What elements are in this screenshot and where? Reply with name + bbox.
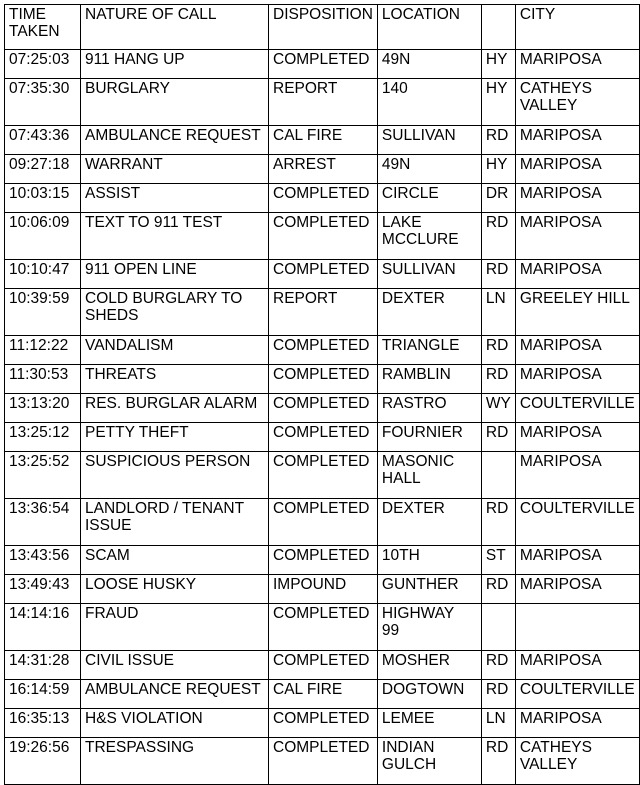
city-cell: MARIPOSA: [515, 260, 639, 289]
time-cell: 11:30:53: [5, 365, 81, 394]
street-type-cell: RD: [481, 423, 515, 452]
street-type-cell: RD: [481, 738, 515, 785]
street-type-cell: RD: [481, 575, 515, 604]
street-type-cell: RD: [481, 680, 515, 709]
street-type-cell: RD: [481, 260, 515, 289]
nature-cell: CIVIL ISSUE: [81, 651, 269, 680]
street-type-cell: HY: [481, 50, 515, 79]
table-row: [5, 680, 640, 709]
header-disposition: DISPOSITION: [269, 5, 378, 50]
location-cell: LAKE MCCLURE: [377, 213, 481, 260]
header-city: CITY: [515, 5, 639, 50]
nature-cell: SUSPICIOUS PERSON: [81, 452, 269, 499]
time-cell: 10:10:47: [5, 260, 81, 289]
table-row: [5, 260, 640, 289]
location-cell: MASONIC HALL: [377, 452, 481, 499]
city-cell: [515, 604, 639, 651]
street-type-cell: [481, 452, 515, 499]
table-row: [5, 79, 640, 126]
location-cell: MOSHER: [377, 651, 481, 680]
table-row: [5, 155, 640, 184]
city-cell: MARIPOSA: [515, 126, 639, 155]
table-row: [5, 184, 640, 213]
street-type-cell: ST: [481, 546, 515, 575]
table-row: [5, 651, 640, 680]
header-location: LOCATION: [377, 5, 481, 50]
table-row: [5, 126, 640, 155]
disposition-cell: COMPLETED: [269, 260, 378, 289]
disposition-cell: COMPLETED: [269, 651, 378, 680]
location-cell: DOGTOWN: [377, 680, 481, 709]
table-row: [5, 336, 640, 365]
disposition-cell: COMPLETED: [269, 499, 378, 546]
nature-cell: FRAUD: [81, 604, 269, 651]
nature-cell: RES. BURGLAR ALARM: [81, 394, 269, 423]
table-row: [5, 738, 640, 785]
street-type-cell: HY: [481, 79, 515, 126]
city-cell: MARIPOSA: [515, 336, 639, 365]
nature-cell: SCAM: [81, 546, 269, 575]
table-row: [5, 213, 640, 260]
location-cell: 49N: [377, 155, 481, 184]
city-cell: CATHEYS VALLEY: [515, 738, 639, 785]
street-type-cell: DR: [481, 184, 515, 213]
disposition-cell: COMPLETED: [269, 452, 378, 499]
disposition-cell: IMPOUND: [269, 575, 378, 604]
location-cell: 140: [377, 79, 481, 126]
street-type-cell: RD: [481, 651, 515, 680]
time-cell: 19:26:56: [5, 738, 81, 785]
header-nature-of-call: NATURE OF CALL: [81, 5, 269, 50]
disposition-cell: COMPLETED: [269, 394, 378, 423]
time-cell: 10:06:09: [5, 213, 81, 260]
city-cell: MARIPOSA: [515, 155, 639, 184]
nature-cell: AMBULANCE REQUEST: [81, 126, 269, 155]
street-type-cell: [481, 604, 515, 651]
location-cell: DEXTER: [377, 289, 481, 336]
table-row: [5, 709, 640, 738]
street-type-cell: LN: [481, 709, 515, 738]
street-type-cell: RD: [481, 336, 515, 365]
disposition-cell: COMPLETED: [269, 423, 378, 452]
location-cell: HIGHWAY 99: [377, 604, 481, 651]
nature-cell: THREATS: [81, 365, 269, 394]
location-cell: RAMBLIN: [377, 365, 481, 394]
city-cell: MARIPOSA: [515, 184, 639, 213]
nature-cell: H&S VIOLATION: [81, 709, 269, 738]
time-cell: 13:36:54: [5, 499, 81, 546]
table-row: [5, 499, 640, 546]
time-cell: 13:25:12: [5, 423, 81, 452]
location-cell: LEMEE: [377, 709, 481, 738]
disposition-cell: COMPLETED: [269, 50, 378, 79]
table-row: [5, 50, 640, 79]
table-row: [5, 575, 640, 604]
city-cell: GREELEY HILL: [515, 289, 639, 336]
header-row: [5, 5, 640, 50]
street-type-cell: RD: [481, 126, 515, 155]
nature-cell: WARRANT: [81, 155, 269, 184]
time-cell: 13:25:52: [5, 452, 81, 499]
location-cell: GUNTHER: [377, 575, 481, 604]
time-cell: 07:43:36: [5, 126, 81, 155]
nature-cell: 911 HANG UP: [81, 50, 269, 79]
disposition-cell: CAL FIRE: [269, 680, 378, 709]
nature-cell: TEXT TO 911 TEST: [81, 213, 269, 260]
nature-cell: LOOSE HUSKY: [81, 575, 269, 604]
table-row: [5, 546, 640, 575]
time-cell: 11:12:22: [5, 336, 81, 365]
time-cell: 10:39:59: [5, 289, 81, 336]
nature-cell: VANDALISM: [81, 336, 269, 365]
city-cell: MARIPOSA: [515, 546, 639, 575]
disposition-cell: COMPLETED: [269, 546, 378, 575]
street-type-cell: HY: [481, 155, 515, 184]
disposition-cell: ARREST: [269, 155, 378, 184]
nature-cell: 911 OPEN LINE: [81, 260, 269, 289]
table-row: [5, 604, 640, 651]
street-type-cell: LN: [481, 289, 515, 336]
city-cell: MARIPOSA: [515, 213, 639, 260]
table-row: [5, 289, 640, 336]
table-row: [5, 365, 640, 394]
location-cell: TRIANGLE: [377, 336, 481, 365]
city-cell: MARIPOSA: [515, 423, 639, 452]
time-cell: 07:25:03: [5, 50, 81, 79]
nature-cell: LANDLORD / TENANT ISSUE: [81, 499, 269, 546]
location-cell: 49N: [377, 50, 481, 79]
disposition-cell: COMPLETED: [269, 709, 378, 738]
location-cell: RASTRO: [377, 394, 481, 423]
location-cell: 10TH: [377, 546, 481, 575]
location-cell: INDIAN GULCH: [377, 738, 481, 785]
time-cell: 16:35:13: [5, 709, 81, 738]
city-cell: MARIPOSA: [515, 365, 639, 394]
nature-cell: TRESPASSING: [81, 738, 269, 785]
nature-cell: COLD BURGLARY TO SHEDS: [81, 289, 269, 336]
city-cell: COULTERVILLE: [515, 394, 639, 423]
nature-cell: AMBULANCE REQUEST: [81, 680, 269, 709]
disposition-cell: REPORT: [269, 79, 378, 126]
header-time-taken: TIME TAKEN: [5, 5, 81, 50]
nature-cell: PETTY THEFT: [81, 423, 269, 452]
disposition-cell: COMPLETED: [269, 604, 378, 651]
city-cell: COULTERVILLE: [515, 680, 639, 709]
street-type-cell: RD: [481, 213, 515, 260]
location-cell: SULLIVAN: [377, 260, 481, 289]
disposition-cell: CAL FIRE: [269, 126, 378, 155]
table-row: [5, 423, 640, 452]
location-cell: CIRCLE: [377, 184, 481, 213]
header-street-type: [481, 5, 515, 50]
street-type-cell: RD: [481, 499, 515, 546]
disposition-cell: COMPLETED: [269, 365, 378, 394]
time-cell: 13:13:20: [5, 394, 81, 423]
city-cell: CATHEYS VALLEY: [515, 79, 639, 126]
location-cell: DEXTER: [377, 499, 481, 546]
nature-cell: ASSIST: [81, 184, 269, 213]
city-cell: MARIPOSA: [515, 50, 639, 79]
time-cell: 10:03:15: [5, 184, 81, 213]
table-row: [5, 394, 640, 423]
location-cell: FOURNIER: [377, 423, 481, 452]
time-cell: 14:31:28: [5, 651, 81, 680]
time-cell: 09:27:18: [5, 155, 81, 184]
call-log-table: [4, 4, 640, 785]
time-cell: 13:49:43: [5, 575, 81, 604]
disposition-cell: COMPLETED: [269, 184, 378, 213]
time-cell: 14:14:16: [5, 604, 81, 651]
nature-cell: BURGLARY: [81, 79, 269, 126]
street-type-cell: RD: [481, 365, 515, 394]
city-cell: COULTERVILLE: [515, 499, 639, 546]
time-cell: 16:14:59: [5, 680, 81, 709]
table-row: [5, 452, 640, 499]
city-cell: MARIPOSA: [515, 651, 639, 680]
street-type-cell: WY: [481, 394, 515, 423]
disposition-cell: COMPLETED: [269, 738, 378, 785]
time-cell: 07:35:30: [5, 79, 81, 126]
disposition-cell: COMPLETED: [269, 336, 378, 365]
disposition-cell: COMPLETED: [269, 213, 378, 260]
time-cell: 13:43:56: [5, 546, 81, 575]
city-cell: MARIPOSA: [515, 452, 639, 499]
location-cell: SULLIVAN: [377, 126, 481, 155]
city-cell: MARIPOSA: [515, 575, 639, 604]
disposition-cell: REPORT: [269, 289, 378, 336]
city-cell: MARIPOSA: [515, 709, 639, 738]
